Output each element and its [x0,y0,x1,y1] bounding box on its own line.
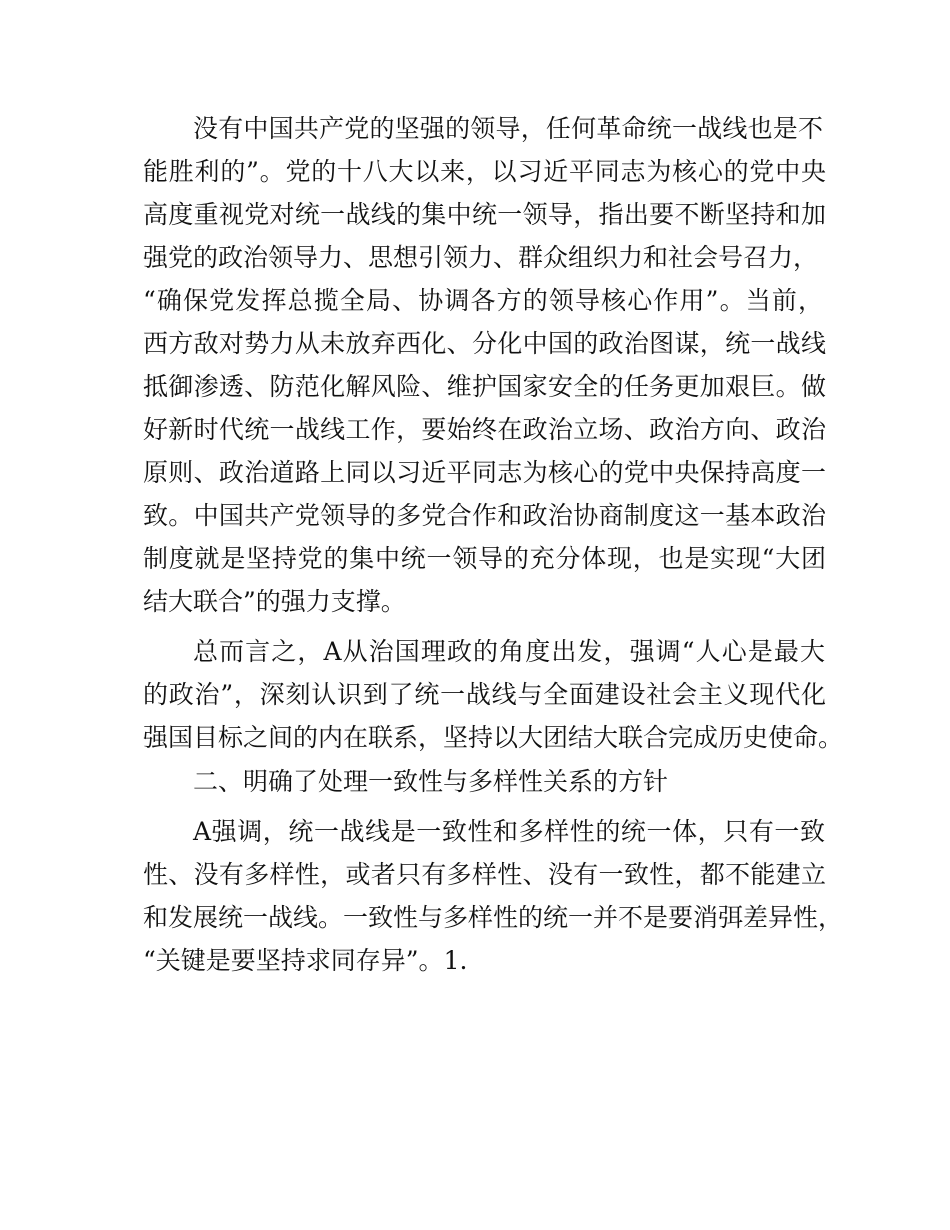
paragraph-line: 好新时代统一战线工作，要始终在政治立场、政治方向、政治 [143,415,826,444]
paragraph-line: 强国目标之间的内在联系，坚持以大团结大联合完成历史使命。 [143,723,844,752]
paragraph-line: 总而言之，A从治国理政的角度出发，强调“人心是最大 [193,637,825,666]
paragraph-line: 原则、政治道路上同以习近平同志为核心的党中央保持高度一 [143,458,826,487]
paragraph-line: 的政治”，深刻认识到了统一战线与全面建设社会主义现代化 [143,680,826,709]
paragraph-line: A强调，统一战线是一致性和多样性的统一体，只有一致 [193,817,825,846]
paragraph-line: 和发展统一战线。一致性与多样性的统一并不是要消弭差异性， [143,903,844,932]
section-heading: 二、明确了处理一致性与多样性关系的方针 [193,767,669,796]
paragraph-line: 能胜利的”。党的十八大以来，以习近平同志为核心的党中央 [143,157,826,186]
paragraph-line: 结大联合”的强力支撑。 [143,587,406,616]
paragraph-line: 性、没有多样性，或者只有多样性、没有一致性，都不能建立 [143,860,826,889]
paragraph-line: 抵御渗透、防范化解风险、维护国家安全的任务更加艰巨。做 [143,372,826,401]
paragraph-line: 制度就是坚持党的集中统一领导的充分体现，也是实现“大团 [143,544,826,573]
paragraph-line: 强党的政治领导力、思想引领力、群众组织力和社会号召力， [143,243,819,272]
paragraph-line: “确保党发挥总揽全局、协调各方的领导核心作用”。当前， [143,286,823,315]
paragraph-line: 西方敌对势力从未放弃西化、分化中国的政治图谋，统一战线 [143,329,826,358]
paragraph-line: “关键是要坚持求同存异”。1. [143,946,468,975]
paragraph-line: 致。中国共产党领导的多党合作和政治协商制度这一基本政治 [143,501,826,530]
paragraph-line: 高度重视党对统一战线的集中统一领导，指出要不断坚持和加 [143,200,826,229]
paragraph-line: 没有中国共产党的坚强的领导，任何革命统一战线也是不 [193,114,823,143]
